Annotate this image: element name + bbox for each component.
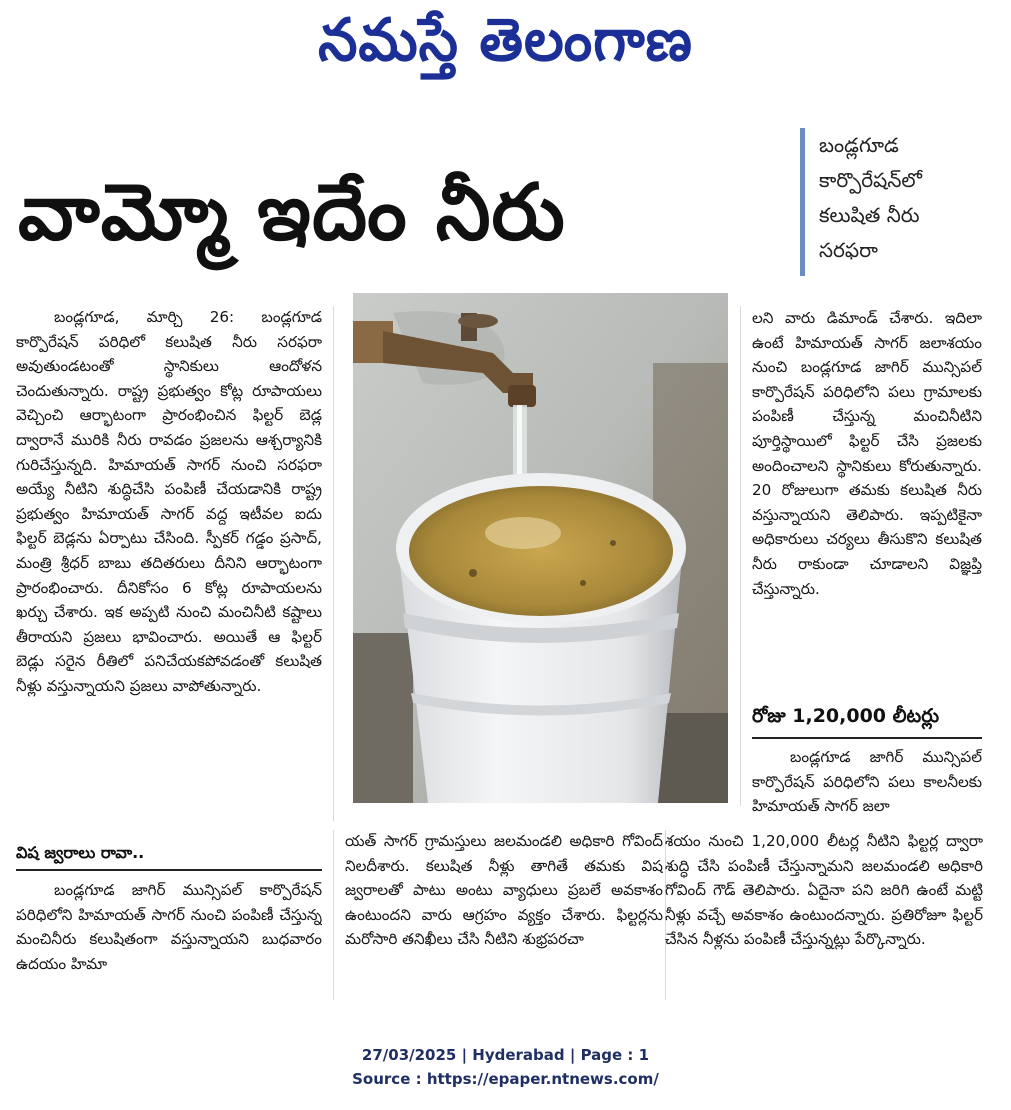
subheading-daily-litres: రోజు 1,20,000 లీటర్లు [752, 705, 982, 739]
paragraph: బండ్లగూడ, మార్చి 26: బండ్లగూడ కార్పొరేషన్ పరిధిలో కలుషిత నీరు సరఫరా అవుతుండటంతో స్థానికులు ఆందోళన చెందుతున్నారు. రాష్ట్ర ప్రభుత్వం కోట్ల రూపాయలు వెచ్చించి ఆర్భాటంగా ప్రారంభించిన ఫిల్టర్ బెడ్ల ద్వారానే మురికి నీరు రావడం ప్రజలను ఆశ్చర్యానికి గురిచేస్తున్నది. హిమాయత్ సాగర్ నుంచి సరఫరా అయ్యే నీటిని శుద్ధిచేసి పంపిణీ చేయడానికి రాష్ట్ర ప్రభుత్వం హిమాయత్ సాగర్ వద్ద ఇటీవల ఐదు ఫిల్టర్ బెడ్లను ఏర్పాటు చేసింది. స్పీకర్ గడ్డం ప్రసాద్, మంత్రి శ్రీధర్ బాబు తదితరులు దీనిని ఆర్భాటంగా ప్రారంభించారు. దీనికోసం 6 కోట్ల రూపాయలను ఖర్చు చేశారు. ఇక అప్పటి నుంచి మంచినీటి కష్టాలు తీరాయని ప్రజలు భావించారు. అయితే ఆ ఫిల్టర్ బెడ్లు సరైన రీతిలో పనిచేయకపోవడంతో కలుషిత నీళ్లు వస్తున్నాయని ప్రజలు వాపోతున్నారు. [16, 308, 322, 695]
deck [800, 128, 1000, 276]
paragraph: లని వారు డిమాండ్ చేశారు. ఇదిలా ఉంటే హిమాయత్ సాగర్ జలాశయం నుంచి బండ్లగూడ జాగిర్ మున్సిపల్ కార్పొరేషన్ పరిధిలోని పలు గ్రామాలకు పంపిణీ చేస్తున్న మంచినీటిని పూర్తిస్థాయిలో ఫిల్టర్ చేసి ప్రజలకు అందించాలని స్థానికులు కోరుతున్నారు. 20 రోజులుగా తమకు కలుషిత నీరు వస్తున్నాయని తెలిపారు. ఇప్పటికైనా అధికారులు చర్యలు తీసుకొని కలుషిత నీరు రాకుండా చూడాలని విజ్ఞప్తి చేస్తున్నారు. [752, 309, 982, 598]
paragraph: బండ్లగూడ జాగిర్ మున్సిపల్ కార్పొరేషన్ పరిధిలోని హిమాయత్ సాగర్ నుంచి పంపిణీ చేస్తున్న మంచినీరు కలుషితంగా వస్తున్నాయని బుధవారం ఉదయం హిమా [16, 881, 322, 973]
article-column-3-bottom [665, 829, 983, 997]
photo-bucket-muddy-water [353, 293, 728, 803]
paragraph: బండ్లగూడ జాగిర్ మున్సిపల్ కార్పొరేషన్ పరిధిలోని పలు కాలనీలకు హిమాయత్ సాగర్ జలా [752, 748, 982, 816]
footer-source: Source : https://epaper.ntnews.com/ [352, 1070, 659, 1088]
masthead [0, 2, 1011, 80]
paragraph: శయం నుంచి 1,20,000 లీటర్ల నీటిని ఫిల్టర్ల ద్వారా శుద్ధి చేసి పంపిణీ చేస్తున్నామని జలమండలి అధికారి గోవింద్ గౌడ్ తెలిపారు. ఏదైనా పని జరిగి ఉంటే మట్టి నీళ్లు వచ్చే అవకాశం ఉంటుందన్నారు. ప్రతిరోజూ ఫిల్టర్ చేసిన నీళ్లను పంపిణీ చేస్తున్నట్లు పేర్కొన్నారు. [665, 832, 983, 949]
column-divider [740, 306, 741, 806]
column-divider [333, 306, 334, 821]
article-column-1-top [16, 305, 322, 830]
deck-line: కార్పొరేషన్‌లో [819, 168, 922, 192]
deck-line: బండ్లగూడ [819, 133, 899, 157]
article-column-3-top [752, 306, 982, 698]
subheading-viral-fevers: విష జ్వరాలు రావా.. [16, 843, 322, 871]
article-column-1-bottom [16, 878, 322, 996]
deck-line: కలుషిత నీరు [819, 203, 920, 227]
headline: వామ్మో ఇదేం నీరు [18, 168, 566, 258]
column-divider [333, 830, 334, 1000]
deck-line: సరఫరా [819, 238, 878, 262]
newspaper-title: నమస్తే తెలంగాణ [318, 6, 693, 75]
paragraph: యత్ సాగర్ గ్రామస్తులు జలమండలి అధికారి గోవింద్ నిలదీశారు. కలుషిత నీళ్లు తాగితే తమకు విష జ్వరాలతో పాటు అంటు వ్యాధులు ప్రబలే అవకాశం ఉంటుందని వారు ఆగ్రహం వ్యక్తం చేశారు. ఫిల్టర్లను మరోసారి తనిఖీలు చేసి నీటిని శుభ్రపరచా [345, 832, 663, 949]
article-column-2-bottom [345, 829, 663, 997]
footer-date-edition: 27/03/2025 | Hyderabad | Page : 1 [361, 1046, 650, 1064]
